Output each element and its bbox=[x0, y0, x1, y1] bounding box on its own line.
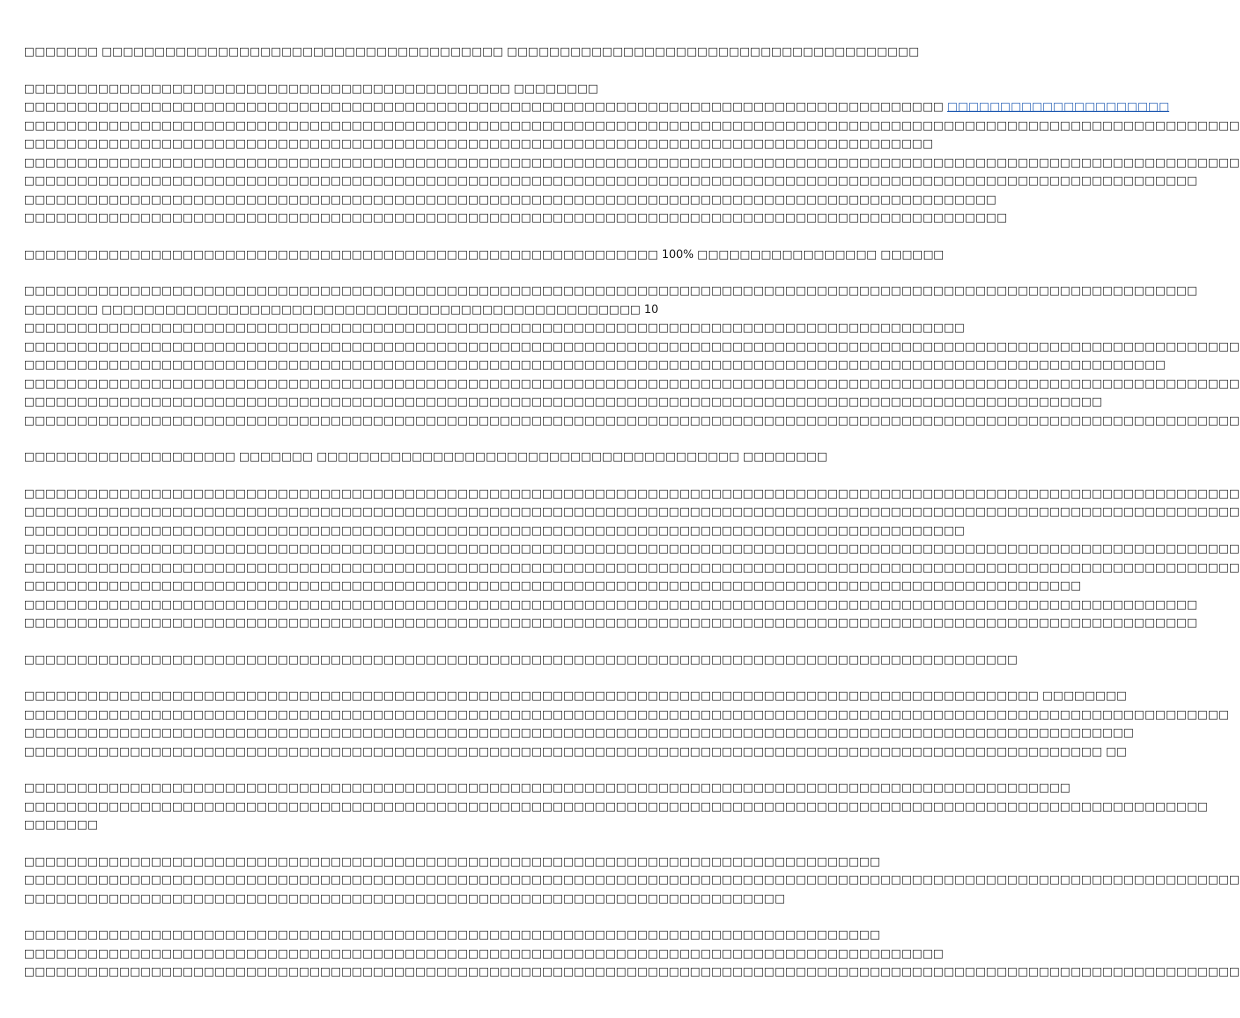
text-line bbox=[24, 338, 1240, 357]
text-line bbox=[24, 890, 786, 909]
text-line bbox=[24, 375, 1240, 394]
text-run: □□□□□□□ □□□□□□□□□□□□□□□□□□□□□□□□□□□□□□□□□□□□□□□□□□□□□□□□□□□ 10 bbox=[24, 302, 659, 316]
text-line bbox=[24, 871, 1240, 890]
text-line bbox=[24, 43, 920, 62]
text-line bbox=[24, 191, 997, 210]
text-run: □□□□□□□ bbox=[24, 818, 98, 831]
text-run: □□□□□□□□□□□□□□□□□□□□ □□□□□□□ □□□□□□□□□□□□□□□□□□□□□□□□□□□□□□□□□□□□□□□□ □□□□□□□□ bbox=[24, 450, 828, 463]
text-run: □□□□□□□ □□□□□□□□□□□□□□□□□□□□□□□□□□□□□□□□□□□□□□ □□□□□□□□□□□□□□□□□□□□□□□□□□□□□□□□□□□□□□□ bbox=[24, 45, 920, 58]
text-run: □□□□□□□□□□□□□□□□□□□□□□□□□□□□□□□□□□□□□□□□□□□□□□□□□□□□□□□□□□□□□□□□□□□□□□□□□□□□□□□□□□□□□□□□□□□□□□□□□□□ bbox=[24, 781, 1071, 794]
text-line bbox=[24, 853, 881, 872]
text-run: □□□□□□□□□□□□□□□□□□□□□□□□□□□□□□□□□□□□□□□□□□□□□□□□□□□□□□□□□□□□□□□□□□□□□□□□□□□□□□□□□□□□□□□□□□□□□□□□□□□□□□□□□□□□□□□□□□□ bbox=[24, 339, 1240, 353]
text-line bbox=[24, 522, 965, 541]
text-line bbox=[24, 412, 1240, 431]
text-line bbox=[24, 356, 1166, 375]
text-run: □□□□□□□□□□□□□□□□□□□□□□□□□□□□□□□□□□□□□□□□□□□□□□□□□□□□□□□□□□□□□□□□□□□□□□□□□□□□□□□□□□□□□□□□□□□□□□□□□□□□□□ bbox=[24, 395, 1103, 408]
text-run: □□□□□□□□□□□□□□□□□□□□□□□□□□□□□□□□□□□□□□□□□□□□□□□□□□□□□□□□□□□□□□□□□□□□□□□□□□□□□□□□□□□□□□□□□□□□□□ bbox=[24, 652, 1018, 666]
text-run: □□□□□□□□□□□□□□□□□□□□□□□□□□□□□□□□□□□□□□□□□□□□□□□□□□□□□□□□□□□□□□□□□□□□□□□□□□□□□□□□□□□□□□□□□□□□□□□□□□□□□□□□□□□□□□□□□□□ bbox=[24, 505, 1240, 518]
text-run: □□□□□□□□□□□□□□□□□□□□□□□□□□□□□□□□□□□□□□□□□□□□□□□□□□□□□□□□□□□□□□□□□□□□□□□□□□□□□□□□□□□□□□□□□□□□□□□□□□□□□□□□□□□□□□□□□□□ bbox=[24, 376, 1240, 390]
text-line bbox=[24, 319, 965, 338]
text-run: □□□□□□□□□□□□□□□□□□□□□□□□□□□□□□□□□□□□□□□□□□□□□□□□□□□□□□□□□□□□□□□□□□□□□□□□□□□□□□□□□□□□□□□□□□□□□□□□□□□□□□□□□□□□□□□□□□□ bbox=[24, 542, 1240, 555]
text-run: □□□□□□□□□□□□□□□□□□□□□□□□□□□□□□□□□□□□□□□□□□□□□□□□□□□□□□□□□□□□□□□□□□□□□□□□□□□□□□□□□□□□□□□ bbox=[24, 946, 944, 960]
text-line bbox=[24, 540, 1240, 559]
paragraph bbox=[24, 448, 828, 467]
text-line bbox=[24, 393, 1103, 412]
text-run: □□□□□□□□□□□□□□□□□□□□□□□□□□□□□□□□□□□□□□□□□□□□□□□□□□□□□□□□□□□□□□□□□□□□□□□□□□□□□□□□□□□□□□□□□□□□□□□□□□□□□□□□□□□□□□□□□□□ bbox=[24, 873, 1240, 886]
text-run: □□□□□□□□□□□□□□□□□□□□□□□□□□□□□□□□□□□□□□□□□□□□□□ □□□□□□□□ bbox=[24, 81, 599, 95]
text-line bbox=[24, 117, 1240, 136]
inline-link[interactable]: □□□□□□□□□□□□□□□□□□□□□ bbox=[947, 100, 1170, 113]
paragraph bbox=[24, 246, 944, 265]
text-line bbox=[24, 596, 1198, 615]
text-line bbox=[24, 448, 828, 467]
text-line bbox=[24, 651, 1018, 670]
text-line bbox=[24, 301, 696, 320]
text-line bbox=[24, 135, 934, 154]
text-line bbox=[24, 926, 881, 945]
text-run: □□□□□□□□□□□□□□□□□□□□□□□□□□□□□□□□□□□□□□□□□□□□□□□□□□□□□□□□□□□□□□□□□□□□□□□□□□□□□□□□□□□□□□□□□□□□ bbox=[24, 192, 997, 206]
text-line bbox=[24, 577, 1082, 596]
text-line bbox=[24, 559, 1240, 578]
paragraph bbox=[24, 80, 1240, 228]
paragraph bbox=[24, 779, 1208, 835]
text-run: □□□□□□□□□□□□□□□□□□□□□□□□□□□□□□□□□□□□□□□□□□□□□□□□□□□□□□□□□□□□□□□□□□□□□□□□□□□□□□□□□□□□□□□□□□□□□□□□□□□□□□□□□□□□ bbox=[24, 358, 1166, 371]
text-run: □□□□□□□□□□□□□□□□□□□□□□□□□□□□□□□□□□□□□□□□□□□□□□□□□□□□□□□□□□□□□□□□□□□□□□□□□□□□□□□□□□□□□□□□□□□□□□□□□□□□□□□□□□□□□□□□□□□ bbox=[24, 155, 1240, 169]
text-line bbox=[24, 98, 1170, 117]
text-line bbox=[24, 209, 1008, 228]
text-run: □□□□□□□□□□□□□□□□□□□□□□□□□□□□□□□□□□□□□□□□□□□□□□□□□□□□□□□□□□□□□□□□□□□□□□□□□□□□□□□□□□□□□□□□□□□□□□□□□□□□□□ □□ bbox=[24, 744, 1127, 758]
text-line bbox=[24, 80, 696, 99]
paragraph bbox=[24, 43, 920, 62]
text-line bbox=[24, 503, 1240, 522]
text-run: □□□□□□□□□□□□□□□□□□□□□□□□□□□□□□□□□□□□□□□□□□□□□□□□□□□□□□□□□□□□□□□□□□□□□□□□ bbox=[24, 891, 786, 905]
text-line bbox=[24, 963, 1240, 982]
text-run: □□□□□□□□□□□□□□□□□□□□□□□□□□□□□□□□□□□□□□□□□□□□□□□□□□□□□□□□□□□□□□□□□□□□□□□□□□□□□□□□□□□□□□□□□□□□□□□□□□□□□□□□□□□□□□□ bbox=[24, 284, 1198, 297]
text-run: □□□□□□□□□□□□□□□□□□□□□□□□□□□□□□□□□□□□□□□□□□□□□□□□□□□□□□□□□□□□□□□□□□□□□□□□□□□□□□□□□□□□□□□ bbox=[24, 100, 948, 113]
text-run: □□□□□□□□□□□□□□□□□□□□□□□□□□□□□□□□□□□□□□□□□□□□□□□□□□□□□□□□□□□□□□□□□□□□□□□□□□□□□□□□□□□□□□□□□ bbox=[24, 321, 965, 334]
text-run: □□□□□□□□□□□□□□□□□□□□□□□□□□□□□□□□□□□□□□□□□□□□□□□□□□□□□□□□□□□□□□□□□□□□□□□□□□□□□□□□□□□□□□□□□□□□□□□□□□□□□□□□□□□□□□□ bbox=[24, 597, 1198, 611]
paragraph bbox=[24, 853, 1240, 909]
text-run: □□□□□□□□□□□□□□□□□□□□□□□□□□□□□□□□□□□□□□□□□□□□□□□□□□□□□□□□□□□□□□□□□□□□□□□□□□□□□□□□□□□□□□□□□□□□□□□□□□□□□□□□□□□□□□□□□□□ bbox=[24, 965, 1240, 978]
paragraph bbox=[24, 687, 1230, 761]
text-run: □□□□□□□□□□□□□□□□□□□□□□□□□□□□□□□□□□□□□□□□□□□□□□□□□□□□□□□□□□□□□□□□□□□□□□□□□□□□□□□□□□□□□□□□□□□□□□□□□□□□□□□□□□□□□□□□□□□ bbox=[24, 413, 1240, 427]
text-run: □□□□□□□□□□□□□□□□□□□□□□□□□□□□□□□□□□□□□□□□□□□□□□□□□□□□□□□□□□□□□□□□□□□□□□□□□□□□□□□□□□□□□□ bbox=[24, 137, 934, 150]
text-line bbox=[24, 154, 1240, 173]
text-run: □□□□□□□□□□□□□□□□□□□□□□□□□□□□□□□□□□□□□□□□□□□□□□□□□□□□□□□□□□□□ 100% □□□□□□□□□□□□□□□□□ □□□□□□ bbox=[24, 247, 944, 261]
text-run: □□□□□□□□□□□□□□□□□□□□□□□□□□□□□□□□□□□□□□□□□□□□□□□□□□□□□□□□□□□□□□□□□□□□□□□□□□□□□□□□□□□□□□□□□□□□□□□□□□□□□□□□□□□□□□□□□□□ bbox=[24, 118, 1240, 132]
text-line bbox=[24, 816, 696, 835]
text-run: □□□□□□□□□□□□□□□□□□□□□□□□□□□□□□□□□□□□□□□□□□□□□□□□□□□□□□□□□□□□□□□□□□□□□□□□□□□□□□□□□□□□□□□□□□□□□ bbox=[24, 211, 1008, 224]
text-run: □□□□□□□□□□□□□□□□□□□□□□□□□□□□□□□□□□□□□□□□□□□□□□□□□□□□□□□□□□□□□□□□□□□□□□□□□□□□□□□□□□□□□□□□□□□□□□□□□□□□□□□□□□□□□□□□□□□ bbox=[24, 560, 1240, 574]
text-line bbox=[24, 246, 944, 265]
paragraph bbox=[24, 282, 1240, 430]
text-run: □□□□□□□□□□□□□□□□□□□□□□□□□□□□□□□□□□□□□□□□□□□□□□□□□□□□□□□□□□□□□□□□□□□□□□□□□□□□□□□□□ bbox=[24, 928, 881, 941]
text-run: □□□□□□□□□□□□□□□□□□□□□□□□□□□□□□□□□□□□□□□□□□□□□□□□□□□□□□□□□□□□□□□□□□□□□□□□□□□□□□□□□ bbox=[24, 854, 881, 868]
text-line bbox=[24, 687, 1127, 706]
paragraph bbox=[24, 651, 1018, 670]
text-line bbox=[24, 779, 1071, 798]
paragraph bbox=[24, 485, 1240, 633]
paragraph bbox=[24, 926, 1240, 982]
text-run: □□□□□□□□□□□□□□□□□□□□□□□□□□□□□□□□□□□□□□□□□□□□□□□□□□□□□□□□□□□□□□□□□□□□□□□□□□□□□□□□□□□□□□□□□□□□□□□□□□□□□□□□□□□□□□□ bbox=[24, 174, 1198, 187]
text-line bbox=[24, 798, 1208, 817]
text-run: □□□□□□□□□□□□□□□□□□□□□□□□□□□□□□□□□□□□□□□□□□□□□□□□□□□□□□□□□□□□□□□□□□□□□□□□□□□□□□□□□□□□□□□□□□□□□□□□□□□□□□□□□□□□□□□□□□ bbox=[24, 707, 1230, 721]
text-run: □□□□□□□□□□□□□□□□□□□□□□□□□□□□□□□□□□□□□□□□□□□□□□□□□□□□□□□□□□□□□□□□□□□□□□□□□□□□□□□□□□□□□□□□□ bbox=[24, 523, 965, 537]
text-run: □□□□□□□□□□□□□□□□□□□□□□□□□□□□□□□□□□□□□□□□□□□□□□□□□□□□□□□□□□□□□□□□□□□□□□□□□□□□□□□□□□□□□□□□□□□□□□□□ □□□□□□□□ bbox=[24, 689, 1127, 702]
text-run: □□□□□□□□□□□□□□□□□□□□□□□□□□□□□□□□□□□□□□□□□□□□□□□□□□□□□□□□□□□□□□□□□□□□□□□□□□□□□□□□□□□□□□□□□□□□□□□□□□□□□□□□□□□□□□□□ bbox=[24, 799, 1208, 813]
text-line bbox=[24, 724, 1134, 743]
text-line bbox=[24, 945, 944, 964]
text-run: □□□□□□□□□□□□□□□□□□□□□□□□□□□□□□□□□□□□□□□□□□□□□□□□□□□□□□□□□□□□□□□□□□□□□□□□□□□□□□□□□□□□□□□□□□□□□□□□□□□□ bbox=[24, 579, 1082, 592]
text-run: □□□□□□□□□□□□□□□□□□□□□□□□□□□□□□□□□□□□□□□□□□□□□□□□□□□□□□□□□□□□□□□□□□□□□□□□□□□□□□□□□□□□□□□□□□□□□□□□□□□□□□□□□□□□□□□ bbox=[24, 616, 1198, 629]
text-run: □□□□□□□□□□□□□□□□□□□□□□□□□□□□□□□□□□□□□□□□□□□□□□□□□□□□□□□□□□□□□□□□□□□□□□□□□□□□□□□□□□□□□□□□□□□□□□□□□□□□□□□□□□□□□□□□□□□ bbox=[24, 486, 1240, 500]
text-line bbox=[24, 743, 1127, 762]
document-body bbox=[24, 43, 1240, 982]
text-line bbox=[24, 614, 1198, 633]
text-line bbox=[24, 706, 1230, 725]
text-line bbox=[24, 485, 1240, 504]
text-line bbox=[24, 172, 1198, 191]
text-line bbox=[24, 282, 1198, 301]
text-run: □□□□□□□□□□□□□□□□□□□□□□□□□□□□□□□□□□□□□□□□□□□□□□□□□□□□□□□□□□□□□□□□□□□□□□□□□□□□□□□□□□□□□□□□□□□□□□□□□□□□□□□□□ bbox=[24, 726, 1134, 739]
